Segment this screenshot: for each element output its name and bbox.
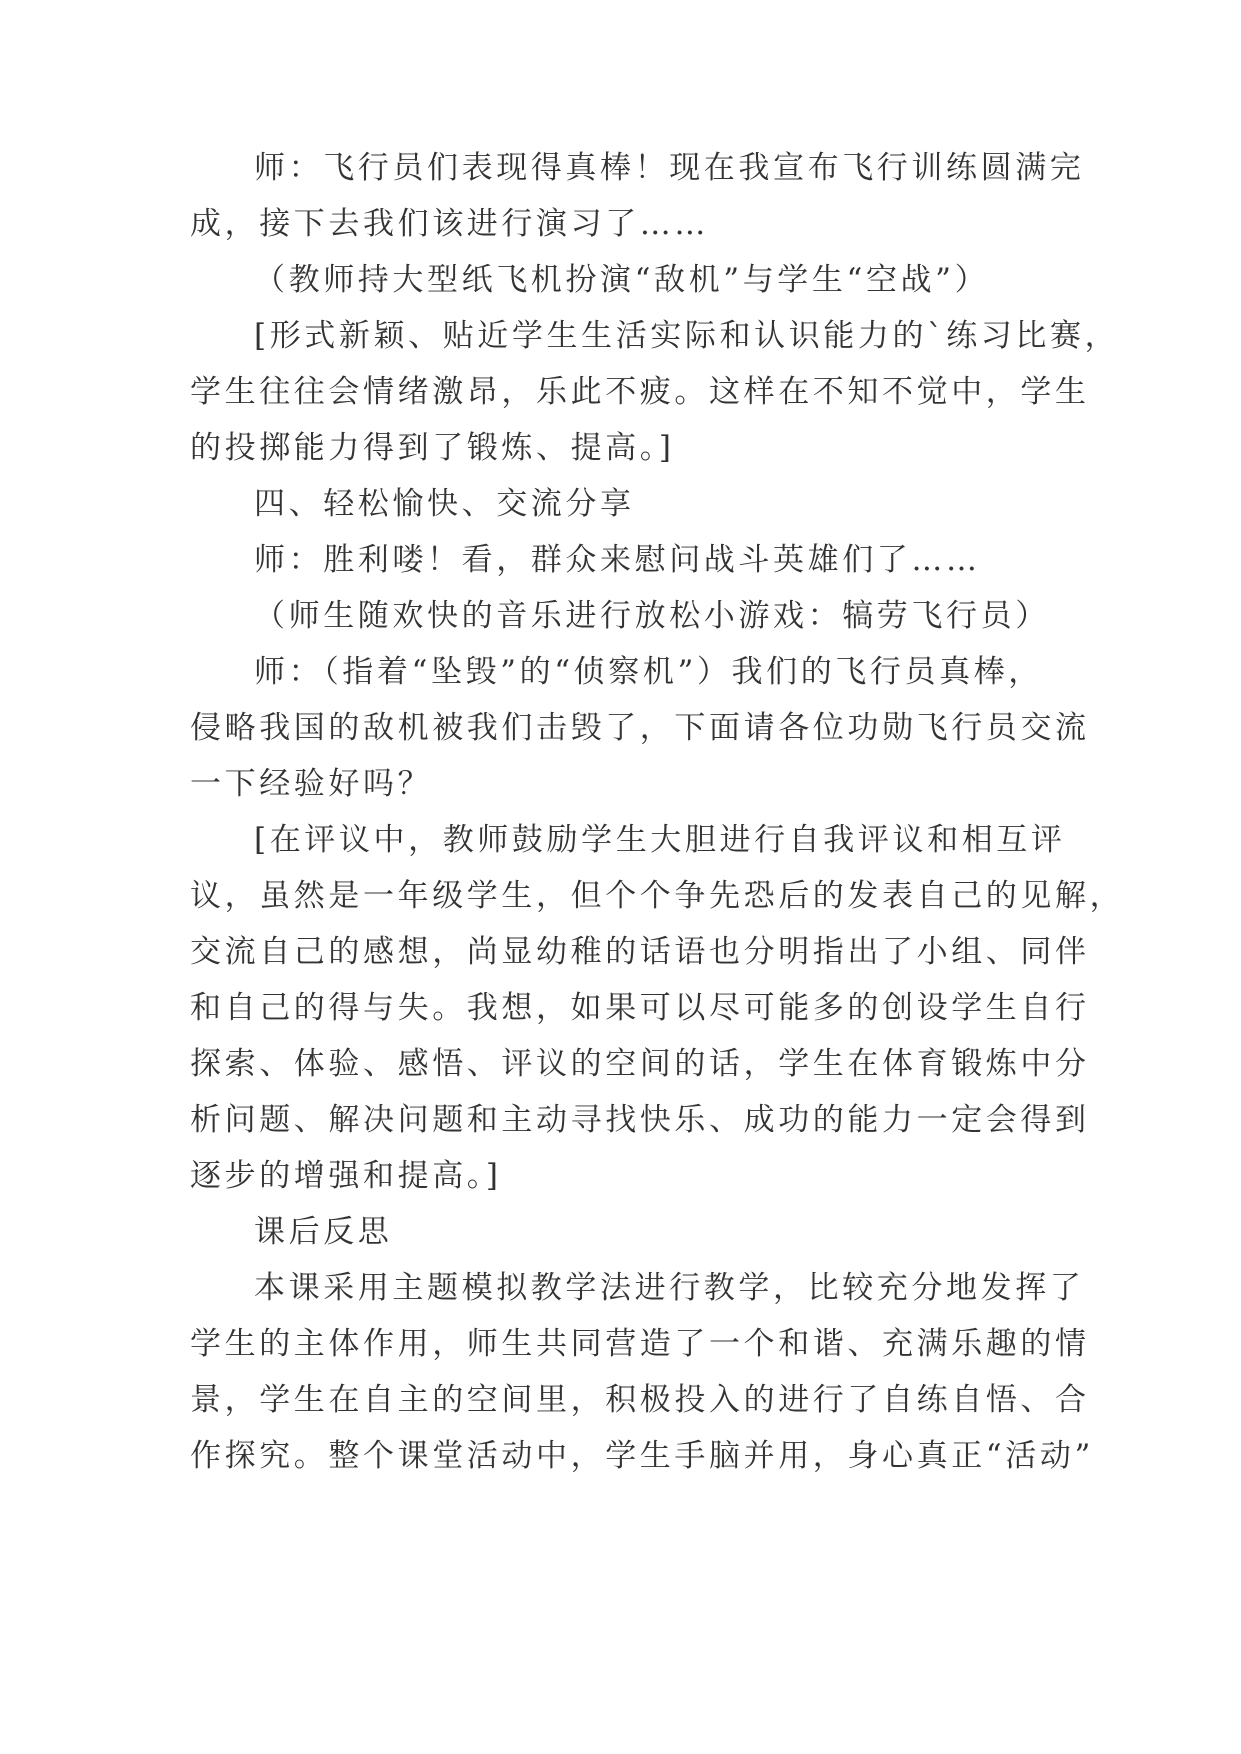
text-line: 本课采用主题模拟教学法进行教学，比较充分地发挥了 [254, 1270, 1085, 1306]
text-line: 析问题、解决问题和主动寻找快乐、成功的能力一定会得到 [190, 1102, 1090, 1138]
text-line: 一下经验好吗？ [190, 766, 433, 802]
text-line: 探索、体验、感悟、评议的空间的话，学生在体育锻炼中分 [190, 1046, 1090, 1082]
text-line: 师：胜利喽！看，群众来慰问战斗英雄们了…… [254, 542, 981, 578]
text-line: 学生往往会情绪激昂，乐此不疲。这样在不知不觉中，学生 [190, 374, 1090, 410]
text-line: 师：（指着“坠毁”的“侦察机”）我们的飞行员真棒， [254, 654, 1043, 690]
text-line: 作探究。整个课堂活动中，学生手脑并用，身心真正“活动” [190, 1438, 1094, 1474]
text-line: 的投掷能力得到了锻炼、提高。] [190, 430, 675, 466]
text-line: 逐步的增强和提高。] [190, 1158, 502, 1194]
text-line: 侵略我国的敌机被我们击毁了，下面请各位功勋飞行员交流 [190, 710, 1090, 746]
text-line: 景，学生在自主的空间里，积极投入的进行了自练自悟、合 [190, 1382, 1090, 1418]
text-line: [形式新颖、贴近学生生活实际和认识能力的`练习比赛， [254, 318, 1120, 354]
text-line: 和自己的得与失。我想，如果可以尽可能多的创设学生自行 [190, 990, 1090, 1026]
text-line: 学生的主体作用，师生共同营造了一个和谐、充满乐趣的情 [190, 1326, 1090, 1362]
text-line: 师：飞行员们表现得真棒！现在我宣布飞行训练圆满完 [254, 150, 1085, 186]
text-line: （教师持大型纸飞机扮演“敌机”与学生“空战”） [254, 262, 990, 298]
text-line: 成，接下去我们该进行演习了…… [190, 206, 709, 242]
text-line: 议，虽然是一年级学生，但个个争先恐后的发表自己的见解， [190, 878, 1125, 914]
text-line: （师生随欢快的音乐进行放松小游戏：犒劳飞行员） [254, 598, 1050, 634]
section-heading: 课后反思 [254, 1214, 393, 1250]
text-line: [在评议中，教师鼓励学生大胆进行自我评议和相互评 [254, 822, 1066, 858]
text-line: 交流自己的感想，尚显幼稚的话语也分明指出了小组、同伴 [190, 934, 1090, 970]
section-heading: 四、轻松愉快、交流分享 [254, 486, 635, 522]
